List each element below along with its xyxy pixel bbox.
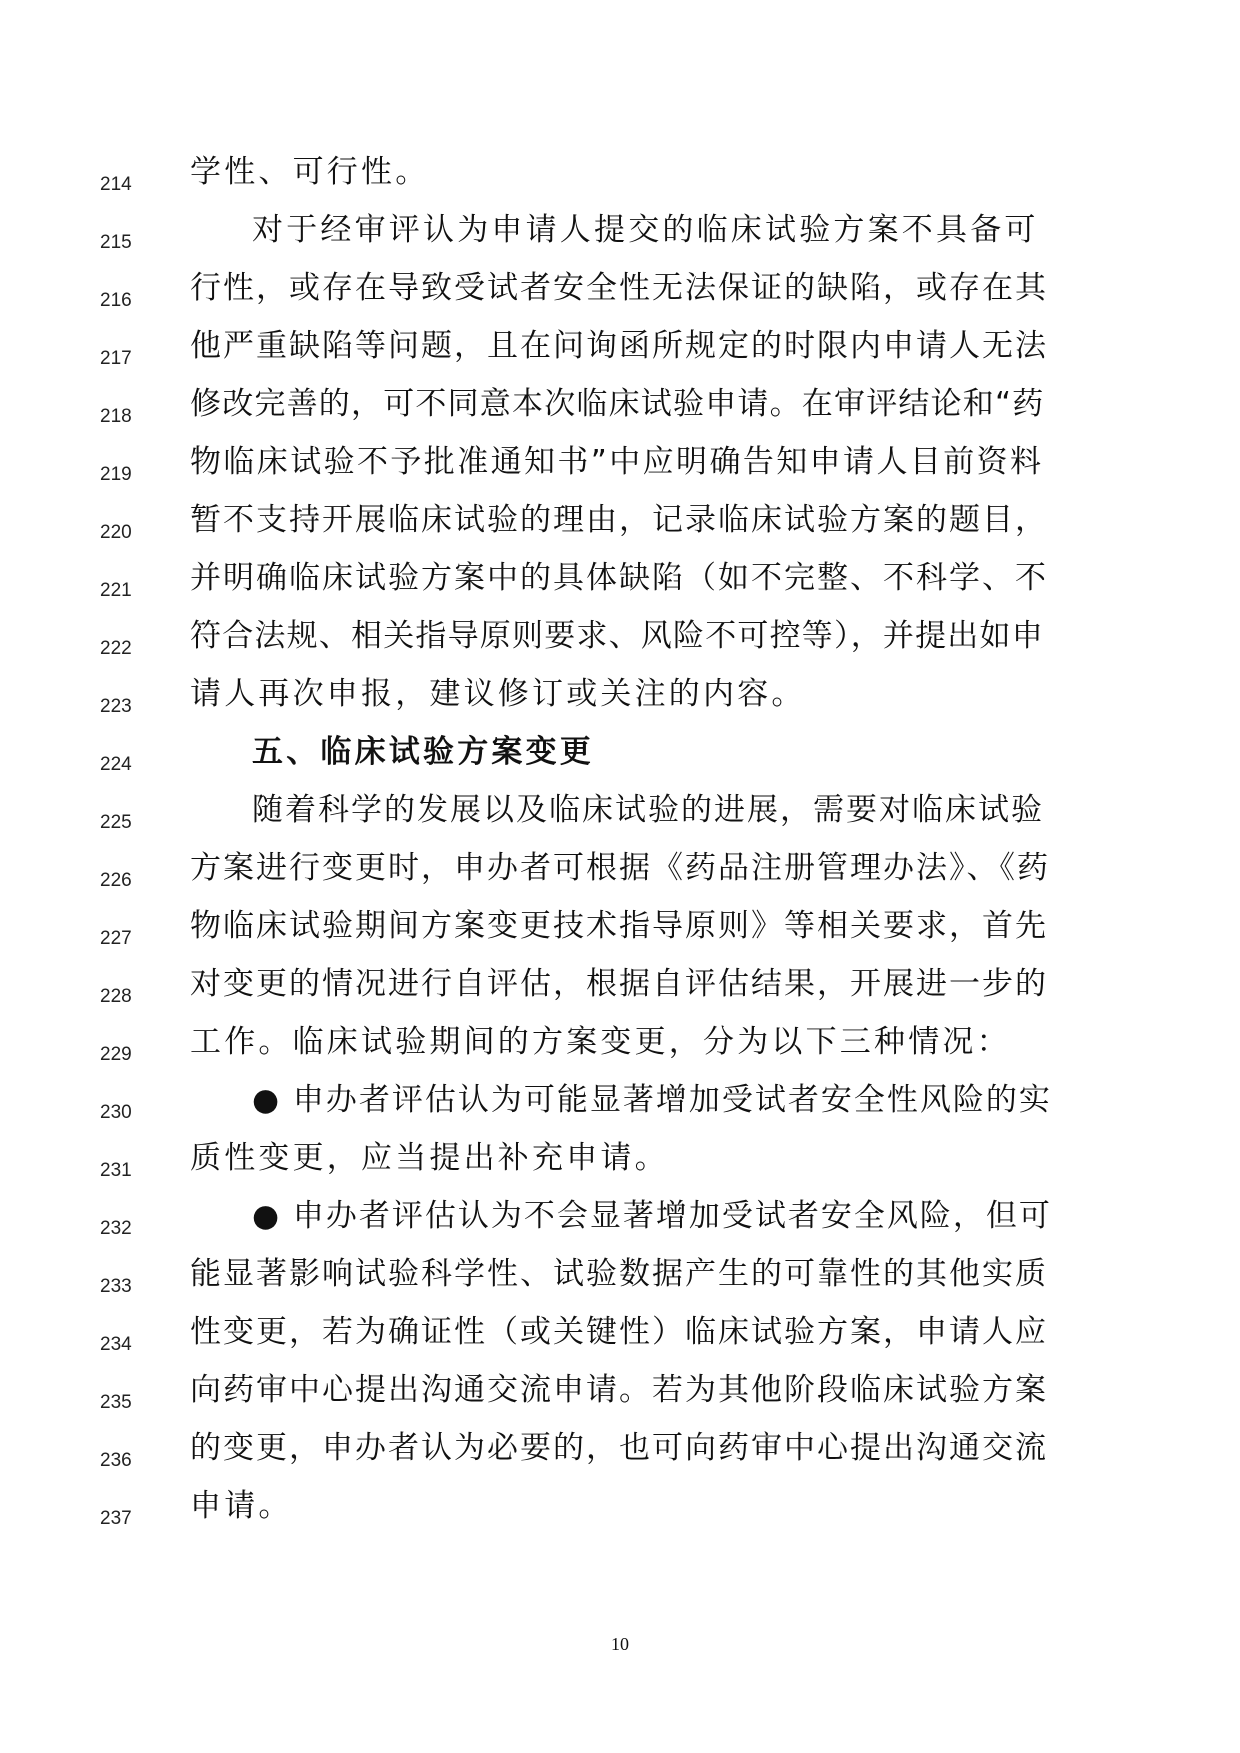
text-line [0, 906, 1240, 964]
line-number: 227 [100, 928, 132, 949]
line-text: 性变更，若为确证性（或关键性）临床试验方案，申请人应 [190, 1314, 1048, 1350]
line-number: 218 [100, 406, 132, 427]
line-number: 214 [100, 174, 132, 195]
line-number: 231 [100, 1160, 132, 1181]
line-text: 随着科学的发展以及临床试验的进展，需要对临床试验 [252, 792, 1044, 828]
bullet-text: ● 申办者评估认为不会显著增加受试者安全风险，但可 [252, 1198, 1052, 1234]
bullet-text: ● 申办者评估认为可能显著增加受试者安全性风险的实 [252, 1082, 1052, 1118]
line-number: 236 [100, 1450, 132, 1471]
line-number: 235 [100, 1392, 132, 1413]
bullet-line [0, 1080, 1240, 1138]
text-line [0, 1254, 1240, 1312]
text-line [0, 152, 1240, 210]
line-text: 行性，或存在导致受试者安全性无法保证的缺陷，或存在其 [190, 270, 1048, 306]
page-number: 10 [611, 1634, 629, 1654]
line-text: 学性、可行性。 [190, 154, 430, 190]
line-text: 的变更，申办者认为必要的，也可向药审中心提出沟通交流 [190, 1430, 1048, 1466]
text-line [0, 384, 1240, 442]
line-text: 方案进行变更时，申办者可根据《药品注册管理办法》、《药 [190, 850, 1050, 886]
text-line [0, 790, 1240, 848]
line-number: 234 [100, 1334, 132, 1355]
text-line [0, 1370, 1240, 1428]
line-text: 对变更的情况进行自评估，根据自评估结果，开展进一步的 [190, 966, 1048, 1002]
text-line [0, 210, 1240, 268]
text-line [0, 616, 1240, 674]
text-line [0, 442, 1240, 500]
section-heading: 五、临床试验方案变更 [252, 734, 594, 770]
line-number: 233 [100, 1276, 132, 1297]
line-number: 229 [100, 1044, 132, 1065]
line-text: 请人再次申报，建议修订或关注的内容。 [190, 676, 806, 712]
text-line [0, 674, 1240, 732]
line-number: 223 [100, 696, 132, 717]
line-text: 对于经审评认为申请人提交的临床试验方案不具备可 [252, 212, 1039, 248]
line-number: 222 [100, 638, 132, 659]
line-number: 224 [100, 754, 132, 775]
line-number: 232 [100, 1218, 132, 1239]
line-text: 工作。临床试验期间的方案变更，分为以下三种情况： [190, 1024, 1011, 1060]
line-text: 质性变更，应当提出补充申请。 [190, 1140, 669, 1176]
line-text: 物临床试验期间方案变更技术指导原则》等相关要求，首先 [190, 908, 1048, 944]
text-line [0, 1138, 1240, 1196]
line-text: 申请。 [190, 1488, 293, 1524]
line-number: 221 [100, 580, 132, 601]
bullet-line [0, 1196, 1240, 1254]
line-number: 230 [100, 1102, 132, 1123]
text-line [0, 1022, 1240, 1080]
line-text: 能显著影响试验科学性、试验数据产生的可靠性的其他实质 [190, 1256, 1048, 1292]
line-number: 226 [100, 870, 132, 891]
text-line [0, 326, 1240, 384]
text-line [0, 964, 1240, 1022]
text-line [0, 848, 1240, 906]
line-number: 216 [100, 290, 132, 311]
line-text: 物临床试验不予批准通知书”中应明确告知申请人目前资料 [190, 444, 1044, 480]
line-text: 暂不支持开展临床试验的理由，记录临床试验方案的题目， [190, 502, 1048, 538]
line-number: 237 [100, 1508, 132, 1529]
text-line [0, 268, 1240, 326]
line-text: 符合法规、相关指导原则要求、风险不可控等），并提出如申 [190, 618, 1044, 654]
line-number: 225 [100, 812, 132, 833]
text-line [0, 1486, 1240, 1544]
text-line [0, 1312, 1240, 1370]
line-text: 并明确临床试验方案中的具体缺陷（如不完整、不科学、不 [190, 560, 1048, 596]
line-number: 219 [100, 464, 132, 485]
section-heading-line [0, 732, 1240, 790]
line-number: 220 [100, 522, 132, 543]
line-text: 修改完善的，可不同意本次临床试验申请。在审评结论和“药 [190, 386, 1045, 422]
line-number: 215 [100, 232, 132, 253]
text-line [0, 500, 1240, 558]
line-number: 217 [100, 348, 132, 369]
line-number: 228 [100, 986, 132, 1007]
text-line [0, 558, 1240, 616]
text-line [0, 1428, 1240, 1486]
line-text: 他严重缺陷等问题，且在问询函所规定的时限内申请人无法 [190, 328, 1048, 364]
line-text: 向药审中心提出沟通交流申请。若为其他阶段临床试验方案 [190, 1372, 1048, 1408]
